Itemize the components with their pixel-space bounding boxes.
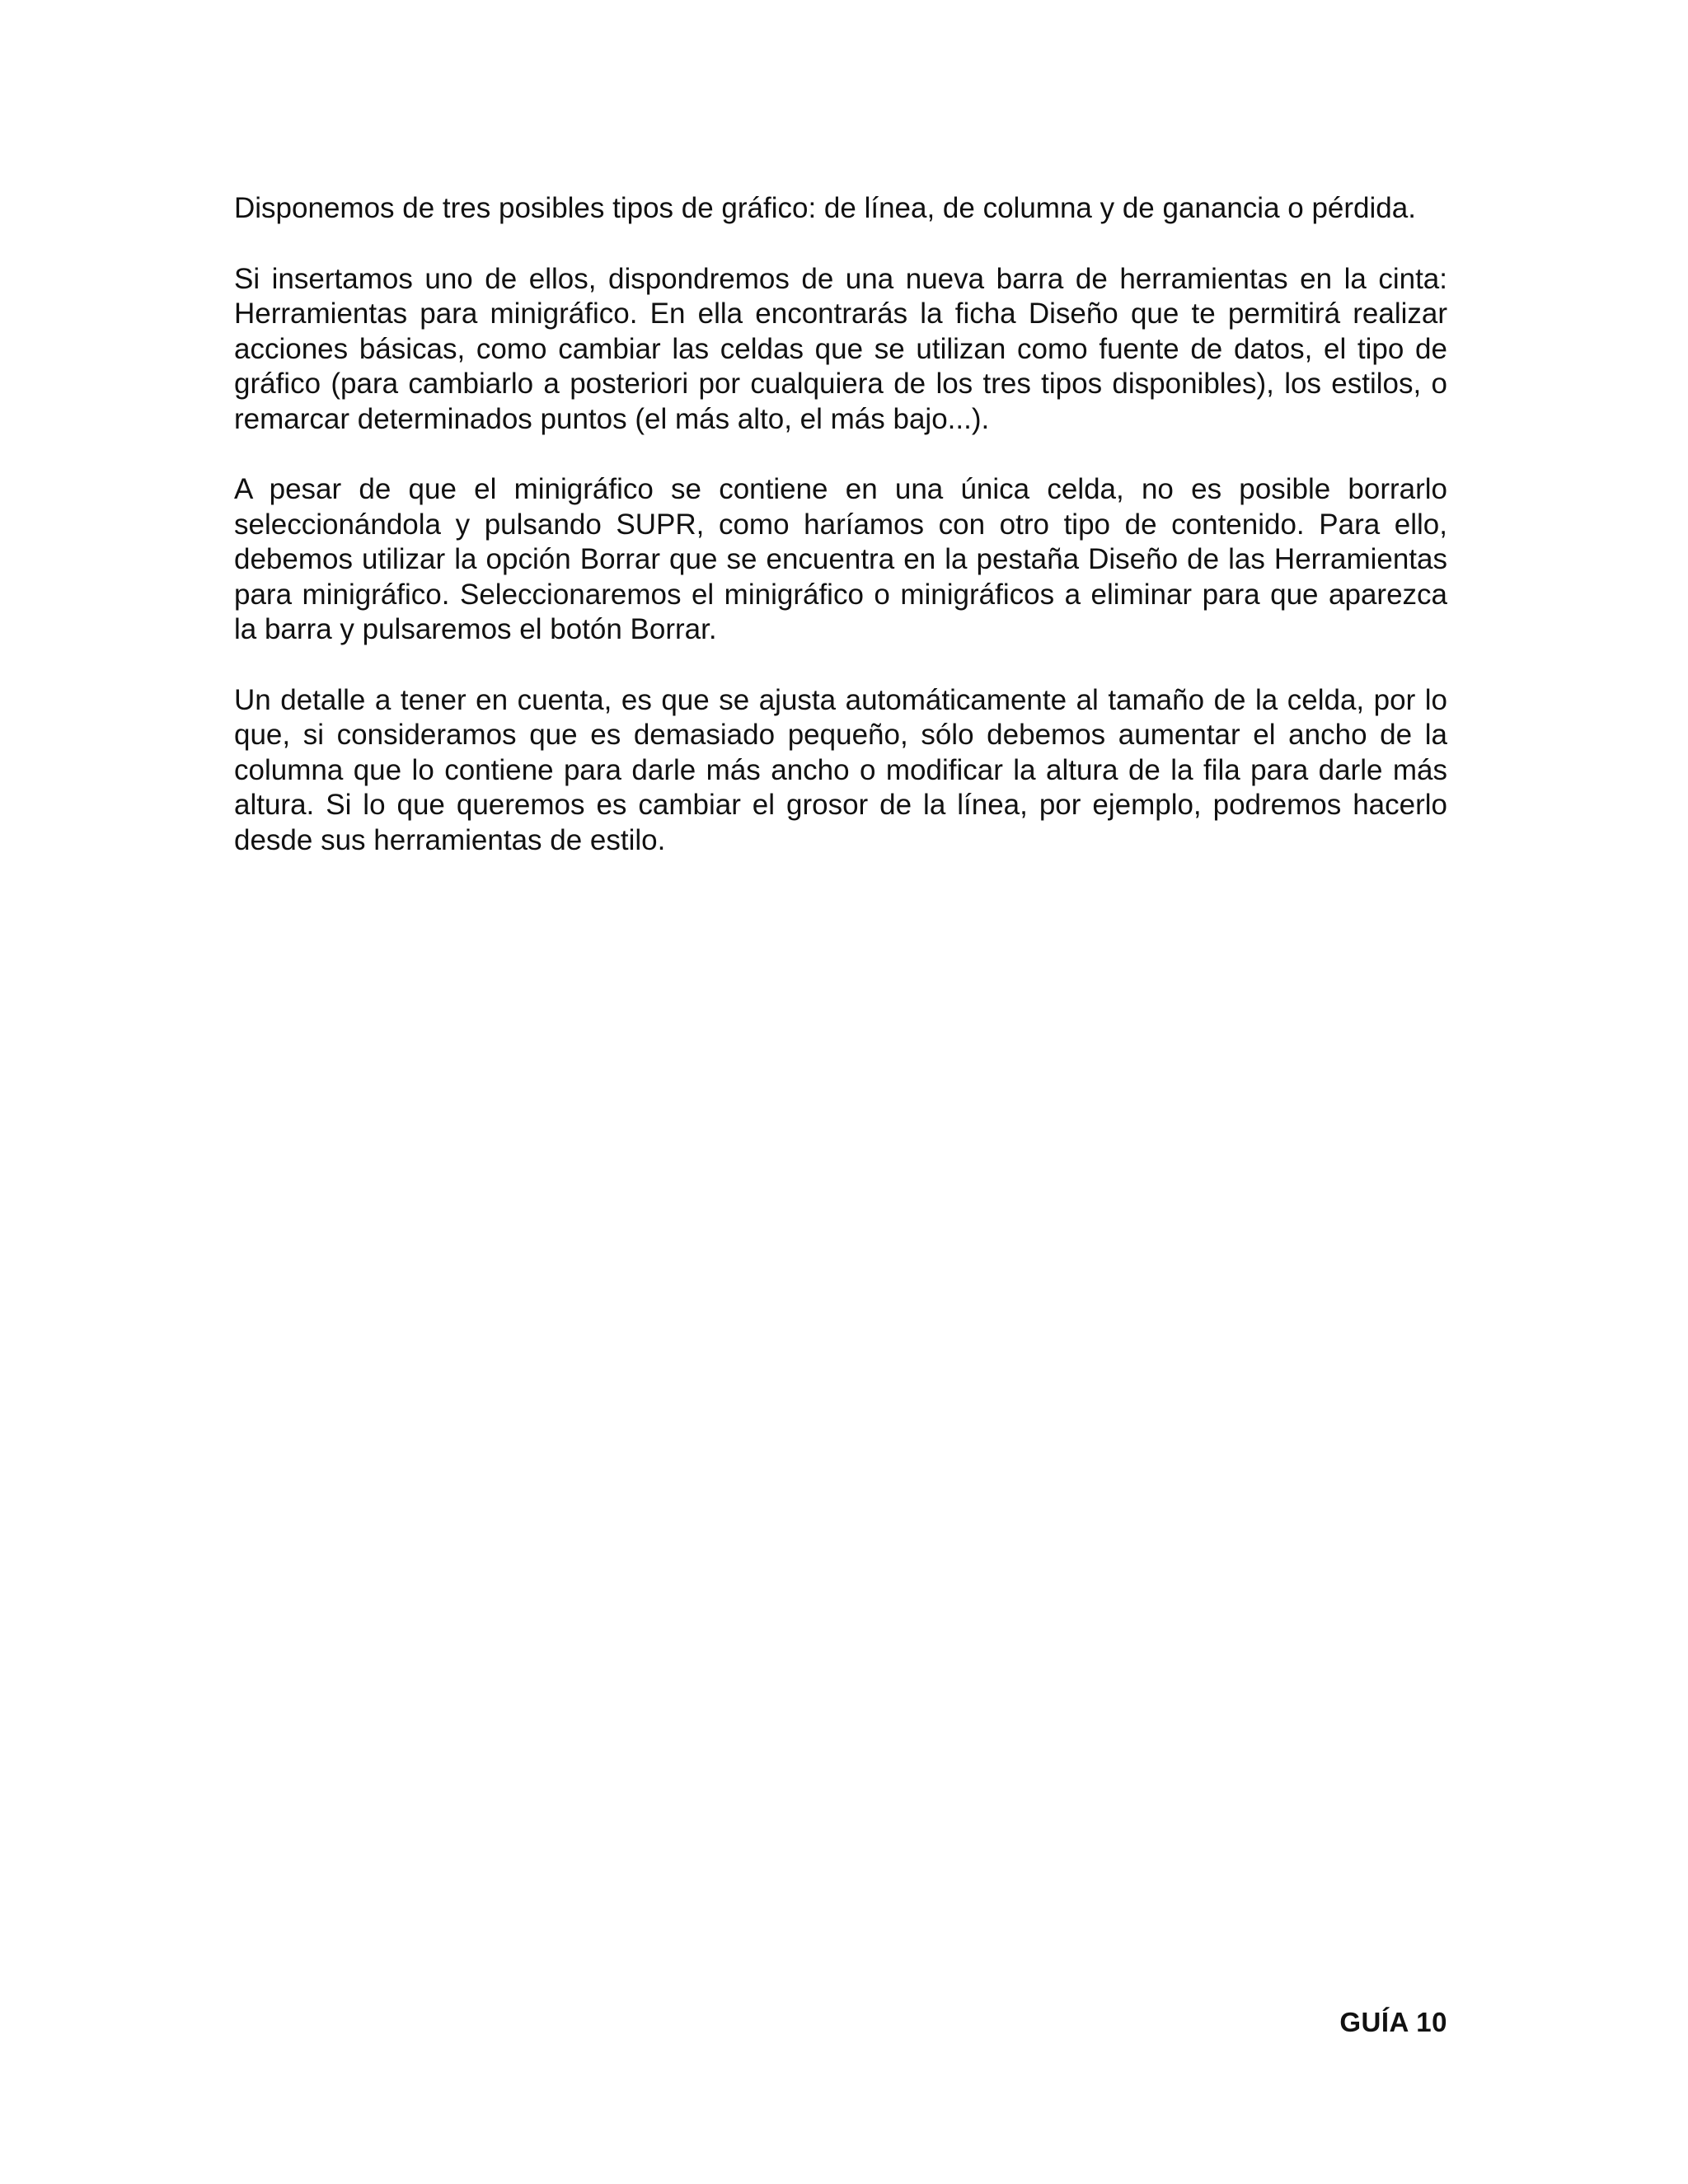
paragraph-sparkline-tools: Si insertamos uno de ellos, dispondremos de una nueva barra de herramientas en la cinta: Herramientas para minigráfico. En ella encontrarás la ficha Diseño que te permitirá realizar acciones básicas, como cambiar las celdas que se utilizan como fuente de datos, el tipo de gráfico (para cambiarlo a posteriori por cualquiera de los tres tipos disponibles), los estilos, o remarcar determinados puntos (el más alto, el más bajo...). [234,262,1447,435]
footer-guide-label: GUÍA 10 [1339,2007,1447,2037]
document-body [234,191,1447,893]
paragraph-resize-sparkline: Un detalle a tener en cuenta, es que se ajusta automáticamente al tamaño de la celda, por lo que, si consideramos que es demasiado pequeño, sólo debemos aumentar el ancho de la columna que lo contiene para darle más ancho o modificar la altura de la fila para darle más altura. Si lo que queremos es cambiar el grosor de la línea, por ejemplo, podremos hacerlo desde sus herramientas de estilo. [234,683,1447,856]
paragraph-delete-sparkline: A pesar de que el minigráfico se contiene en una única celda, no es posible borrarlo seleccionándola y pulsando SUPR, como haríamos con otro tipo de contenido. Para ello, debemos utilizar la opción Borrar que se encuentra en la pestaña Diseño de las Herramientas para minigráfico. Seleccionaremos el minigráfico o minigráficos a eliminar para que aparezca la barra y pulsaremos el botón Borrar. [234,473,1447,645]
paragraph-chart-types: Disponemos de tres posibles tipos de gráfico: de línea, de columna y de ganancia o pérdida. [234,192,1416,224]
